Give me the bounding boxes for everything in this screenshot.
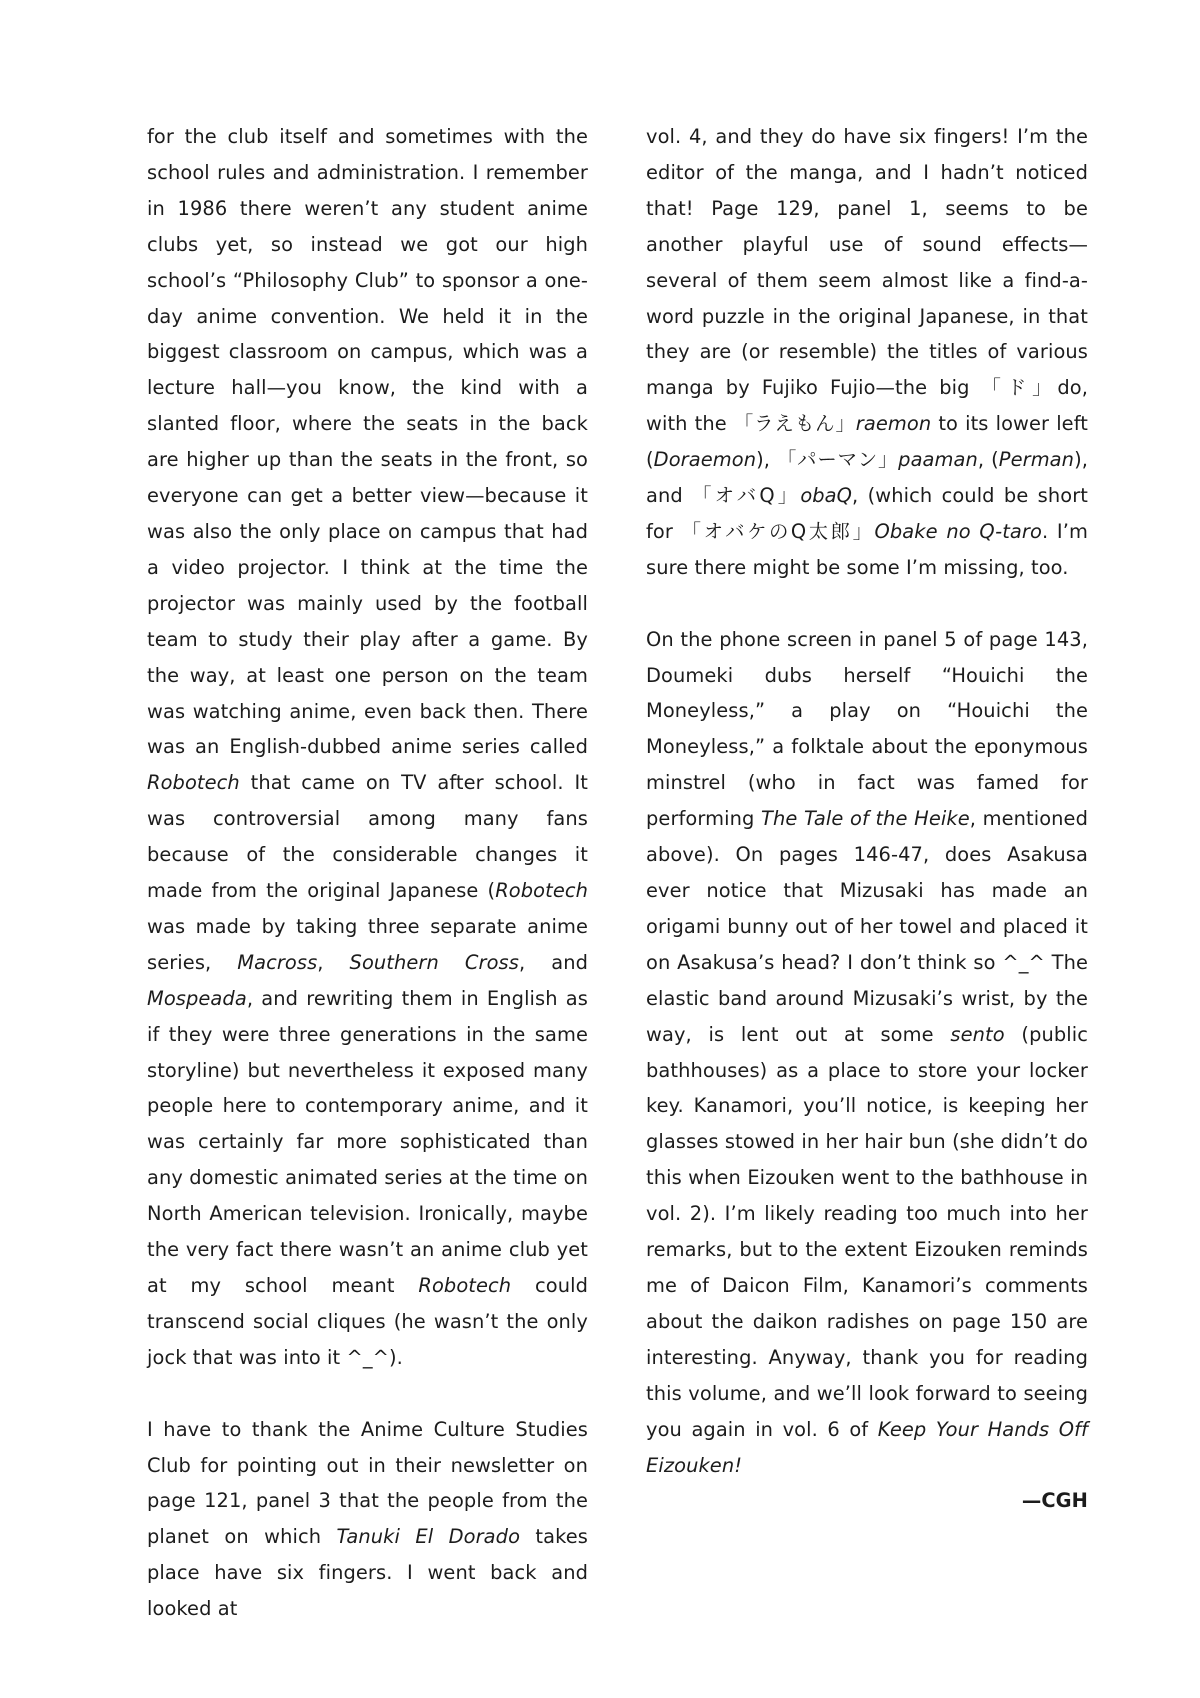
italic-text-run: Southern Cross <box>349 950 519 974</box>
text-run: , <box>317 950 350 974</box>
italic-text-run: raemon <box>855 412 932 436</box>
right-paragraph-1 <box>646 119 1088 586</box>
text-run: On the phone screen in panel 5 of page 143, Doumeki dubs herself “Houichi the Moneyless,” a play on “Houichi the Moneyless,” a folktale about the eponymous minstrel (who in fact was famed for performing <box>646 627 1088 831</box>
italic-text-run: Keep Your Hands Off Eizouken! <box>646 1417 1088 1477</box>
italic-text-run: Perman <box>998 448 1075 472</box>
italic-text-run: The Tale of the Heike <box>761 807 970 831</box>
italic-text-run: Tanuki El Dorado <box>336 1525 521 1549</box>
italic-text-run: Robotech <box>495 879 588 903</box>
text-run: takes place have six fingers. I went back and looked at <box>147 1525 588 1621</box>
text-run: ), 「パーマン」 <box>756 448 899 472</box>
left-paragraph-2 <box>147 1412 588 1627</box>
right-paragraph-2 <box>646 622 1088 1484</box>
text-run: I have to thank the Anime Culture Studies Club for pointing out in their newsletter on page 121, panel 3 that the people from the planet on which <box>147 1417 588 1549</box>
italic-text-run: obaQ <box>800 484 853 508</box>
italic-text-run: Robotech <box>418 1274 512 1297</box>
italic-text-run: sento <box>950 1022 1005 1046</box>
text-run: for the club itself and sometimes with the school rules and administration. I remember in 1986 there weren’t any student anime clubs yet, so instead we got our high school’s “Philosophy Club” to sponsor a one-day anime convention. We held it in the biggest classroom on campus, which was a lecture hall—you know, the kind with a slanted floor, where the seats in the back are higher up than the seats in the front, so everyone can get a better view—because it was also the only place on campus that had a video projector. I think at the time the projector was mainly used by the football team to study their play after a game. By the way, at least one person on the team was watching anime, even back then. There was an English-dubbed anime series called <box>147 125 588 759</box>
paragraph-gap <box>646 586 1088 622</box>
right-column <box>646 119 1088 1519</box>
signature: —CGH <box>1021 1489 1088 1513</box>
text-run: ), and 「オバQ」 <box>646 448 1088 508</box>
text-run: , ( <box>977 448 999 472</box>
text-run: , mentioned above). On pages 146-47, does Asakusa ever notice that Mizusaki has made an origami bunny out of her towel and placed it on Asakusa’s head? I don’t think so ^_^ The elastic band around Mizusaki’s wrist, by the way, is lent out at some <box>646 807 1089 1046</box>
text-run: was made by taking three separate anime series, <box>147 914 588 974</box>
italic-text-run: Doraemon <box>653 448 757 472</box>
text-run: , and rewriting them in English as if they were three generations in the same storyline) but nevertheless it exposed many people here to contemporary anime, and it was certainly far more sophisticated than any domestic animated series at the time on North American television. Ironically, maybe the very fact there wasn’t an anime club yet at my school meant <box>147 986 588 1297</box>
italic-text-run: Mospeada <box>147 986 247 1010</box>
text-run: , and <box>518 950 588 974</box>
italic-text-run: Robotech <box>147 771 240 795</box>
text-run: could transcend social cliques (he wasn’t the only jock that was into it ^_^). <box>147 1274 588 1369</box>
left-column <box>147 119 588 1627</box>
italic-text-run: Macross <box>237 950 318 974</box>
text-run: vol. 4, and they do have six fingers! I’m the editor of the manga, and I hadn’t noticed that! Page 129, panel 1, seems to be another playful use of sound effects—several of them seem almost like a find-a-word puzzle in the original Japanese, in that they are (or resemble) the titles of various manga by Fujiko Fujio—the big 「ド」do, with the 「ラえもん」 <box>646 125 1088 436</box>
italic-text-run: paaman <box>898 448 978 472</box>
paragraph-gap <box>147 1376 588 1412</box>
text-run: (public bathhouses) as a place to store your locker key. Kanamori, you’ll notice, is keeping her glasses stowed in her hair bun (she didn’t do this when Eizouken went to the bathhouse in vol. 2). I’m likely reading too much into her remarks, but to the extent Eizouken reminds me of Daicon Film, Kanamori’s comments about the daikon radishes on page 150 are interesting. Anyway, thank you for reading this volume, and we’ll look forward to seeing you again in vol. 6 of <box>646 1022 1089 1441</box>
italic-text-run: Obake no Q-taro <box>874 519 1042 543</box>
text-run: . I’m sure there might be some I’m missing, too. <box>646 519 1088 579</box>
text-run: to its lower left ( <box>646 412 1088 472</box>
text-run: that came on TV after school. It was controversial among many fans because of the considerable changes it made from the original Japanese ( <box>147 771 588 903</box>
left-paragraph-1 <box>147 119 588 1376</box>
text-run: , (which could be short for 「オバケのQ太郎」 <box>646 484 1088 543</box>
